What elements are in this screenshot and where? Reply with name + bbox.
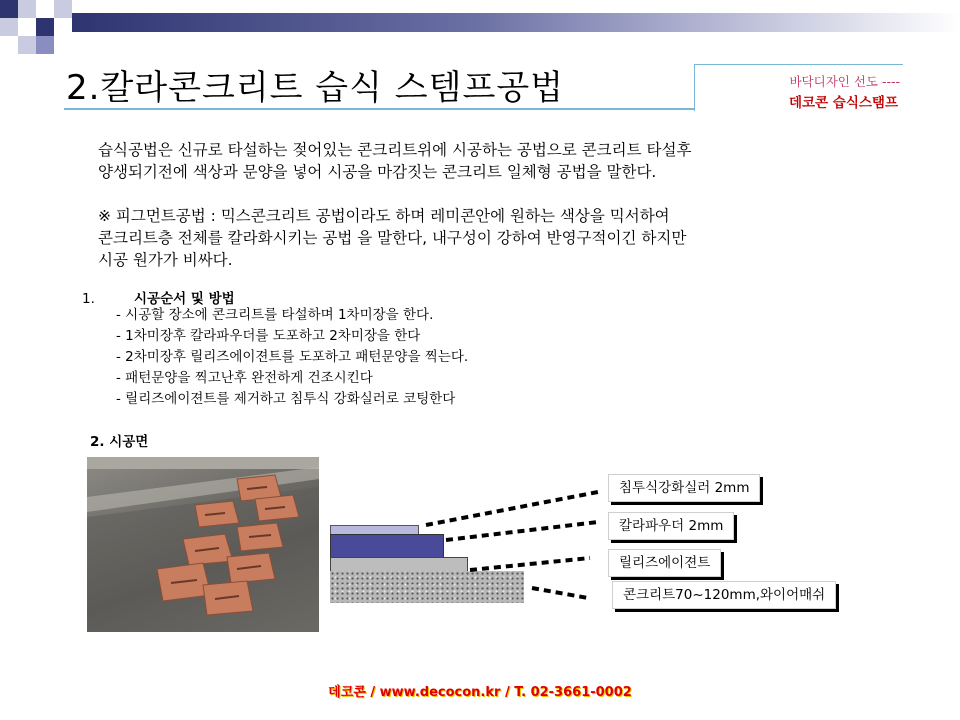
decor-square (18, 36, 36, 54)
decor-square (54, 0, 72, 18)
page-title: 2.칼라콘크리트 습식 스템프공법 (66, 68, 565, 108)
step-item: - 패턴문양을 찍고난후 완전하게 건조시킨다 (116, 370, 373, 386)
brand-name: 데코콘 습식스탬프 (788, 95, 898, 111)
section-number: 1. (82, 291, 95, 307)
stamp-mats-illustration (87, 457, 319, 632)
layer-label: 릴리즈에이젼트 (608, 549, 721, 577)
stamp-mats-photo (87, 457, 319, 632)
note-line: 콘크리트층 전체를 칼라화시키는 공법 을 말한다, 내구성이 강하여 반영구적이긴 하지만 (98, 229, 687, 247)
decor-square (0, 0, 18, 18)
step-item: - 2차미장후 릴리즈에이젼트를 도포하고 패턴문양을 찍는다. (116, 349, 469, 365)
section-title: 시공순서 및 방법 (134, 291, 235, 307)
leader-lines (420, 480, 620, 610)
decor-square (36, 36, 54, 54)
note-line: 시공 원가가 비싸다. (98, 251, 233, 269)
footer-contact: 데코콘 / www.decocon.kr / T. 02-3661-0002 (328, 685, 632, 700)
title-underline (64, 108, 694, 110)
decor-square (36, 0, 54, 18)
intro-line: 양생되기전에 색상과 문양을 넣어 시공을 마감짓는 콘크리트 일체형 공법을 말한다. (98, 163, 657, 181)
note-line: ※ 피그먼트공법 : 믹스콘크리트 공법이라도 하며 레미콘안에 원하는 색상을 믹서하여 (98, 207, 670, 225)
section-heading (82, 287, 235, 307)
decor-square (18, 0, 36, 18)
step-item: - 릴리즈에이젼트를 제거하고 침투식 강화실러로 코팅한다 (116, 391, 456, 407)
step-item: - 1차미장후 칼라파우더를 도포하고 2차미장을 한다 (116, 328, 421, 344)
layer-label: 콘크리트70~120mm,와이어매쉬 (612, 581, 836, 609)
step-item: - 시공할 장소에 콘크리트를 타설하며 1차미장을 한다. (116, 307, 434, 323)
header-gradient-bar (72, 13, 960, 32)
section-heading-2: 2. 시공면 (90, 434, 149, 450)
layer-label: 칼라파우더 2mm (608, 512, 734, 540)
decor-square (0, 18, 18, 36)
brand-tagline: 바닥디자인 선도 ---- (789, 74, 900, 89)
layer-label: 침투식강화실러 2mm (608, 474, 760, 502)
decor-square (36, 18, 54, 36)
intro-line: 습식공법은 신규로 타설하는 젖어있는 콘크리트위에 시공하는 공법으로 콘크리트 타설후 (98, 141, 692, 159)
step-list (116, 305, 468, 410)
